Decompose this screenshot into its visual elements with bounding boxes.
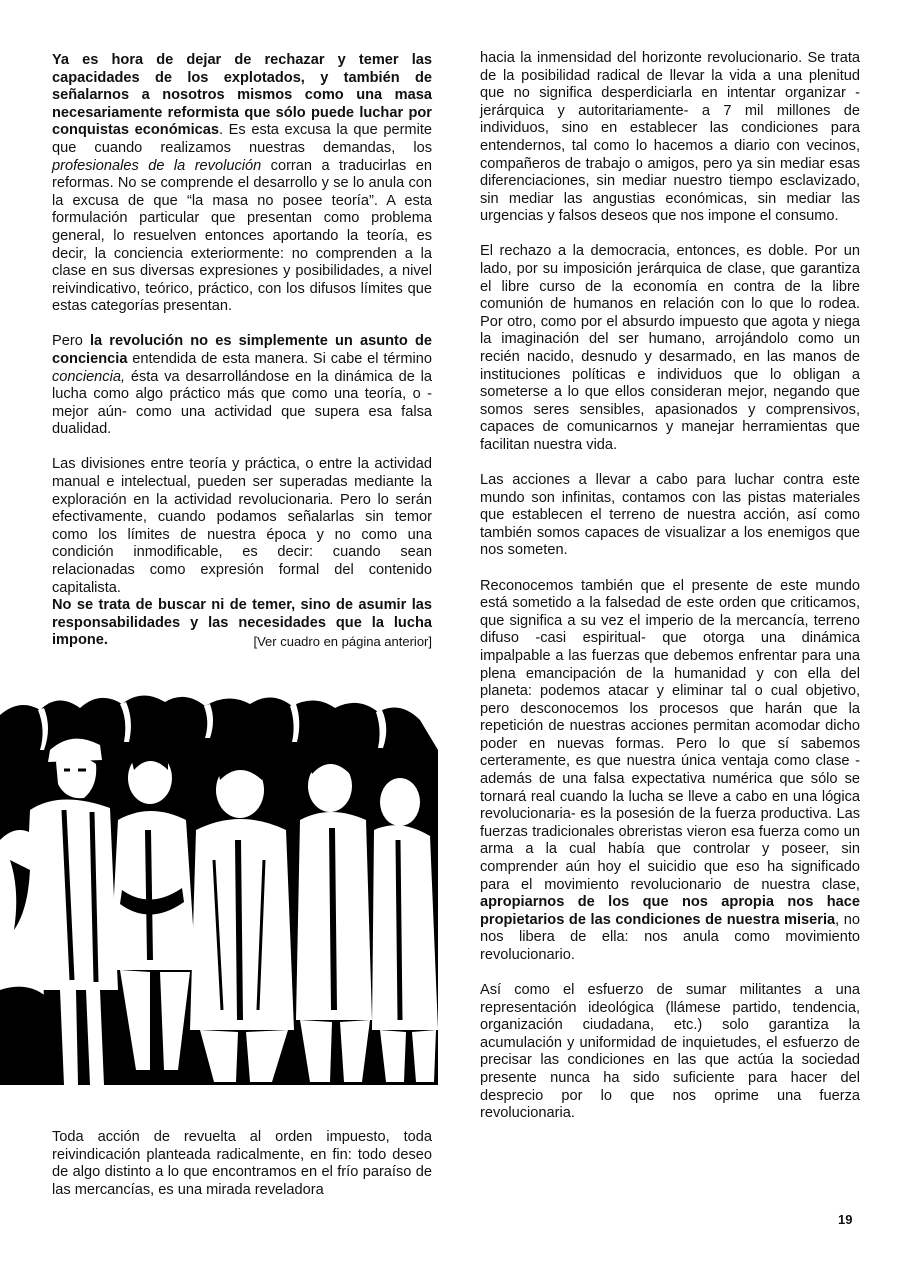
paragraph-1	[52, 52, 432, 316]
paragraph-2-text-b: entendida de esta manera. Si cabe el término	[127, 351, 432, 367]
cross-reference-note: [Ver cuadro en página anterior]	[253, 634, 432, 650]
paragraph-2-text-a: Pero	[52, 333, 90, 350]
right-paragraph-1: hacia la inmensidad del horizonte revolucionario. Se trata de la posibilidad radical de llevar la vida a una plenitud que no significa desperdiciarla en intentar organizar -jerárquica y autoritariamente- a 7 mil millones de individuos, sino en establecer las condiciones para entendernos, tal como lo hacemos a diario con vecinos, compañeros de trabajo o amigos, pero ya sin mediar esas diferenciaciones, sin mediar nuestro tiempo esclavizado, sin mediar las angustias económicas, sin mediar las urgencias y falsos deseos que nos impone el consumo.	[480, 50, 860, 225]
paragraph-4-bold: No se trata de buscar ni de temer, sino de asumir las responsabilidades y las necesidades que la lucha impone.	[52, 597, 432, 649]
left-column	[52, 52, 432, 668]
right-paragraph-4	[480, 578, 860, 965]
paragraph-2-bold: la revolución no es simplemente un asunto de conciencia	[52, 333, 432, 367]
paragraph-3: Las divisiones entre teoría y práctica, o entre la actividad manual e intelectual, pueden ser superadas mediante la exploración en la actividad revolucionaria. Pero lo serán efectivamente, cuando podamos señalarlas sin temor como los límites de nuestra época y no como una condición inmodificable, es decir: cuando sean relacionadas como expresión formal del contenido capitalista.	[52, 456, 432, 596]
paragraph-2	[52, 333, 432, 439]
paragraph-1-text-b: corran a traducirlas en reformas. No se comprende el desarrollo y se lo anula con la excusa de que “la masa no posee teoría”. A esta formulación particular que presentan como problema general, lo resuelven entonces aportando la teoría, es decir, la conciencia exteriormente: no comprenden a la clase en sus diversas expresiones y posibilidades, a nivel reivindicativo, teórico, práctico, con los difusos límites que estas categorías presentan.	[52, 157, 432, 315]
page-number: 19	[838, 1212, 853, 1227]
right-paragraph-5: Así como el esfuerzo de sumar militantes a una representación ideológica (llámese partido, tendencia, organización ciudadana, etc.) solo garantiza la acumulación y uniformidad de inquietudes, el esfuerzo de precisar las condiciones en las que actúa la sociedad presente nunca ha sido suficiente para hacer del desprecio por lo que nos oprime una fuerza revolucionaria.	[480, 982, 860, 1122]
paragraph-4	[52, 597, 432, 650]
right-paragraph-4-text-a: Reconocemos también que el presente de este mundo está sometido a la falsedad de este orden que criticamos, que significa a su vez el imperio de la mercancía, terreno difuso -casi espiritual- que otorga una dinámica impalpable a las fuerzas que debemos enfrentar para una plena emancipación de la humanidad y con ella del planeta: podemos atacar y eliminar tal o cual objetivo, pero desconocemos los procesos que harán que la repetición de nuestras acciones permitan acomodar dicho poder en nuevas formas. Pero lo que sí sabemos certeramente, es que nuestra única ventaja como clase -además de una falsa expectativa numérica que sólo se tornará real cuando la lucha se lleve a cabo en una lógica revolucionaria- es la posesión de la fuerza productiva. Las fuerzas tradicionales obreristas vieron esa fuerza como un arma a la cual había que controlar y poseer, sin comprender aún hoy el suicidio que eso ha significado para el movimiento revolucionario de nuestra clase,	[480, 577, 860, 893]
right-paragraph-2: El rechazo a la democracia, entonces, es doble. Por un lado, por su imposición jerárquica de clase, que garantiza el libre curso de la economía en contra de la libre comunión de humanos en relación con lo que lo rodea. Por otro, como por el absurdo impuesto que agota y niega la imaginación del ser humano, arrojándolo como un recién nacido, desnudo y desarmado, en las manos de instituciones políticas e individuos que lo obligan a someterse a lo que ellos consideran mejor, negando que somos seres sensibles, apasionados y comprensivos, capaces de comunicarnos y manejar herramientas que facilitan nuestra vida.	[480, 243, 860, 453]
paragraph-1-bold: Ya es hora de dejar de rechazar y temer las capacidades de los explotados, y también de señalarnos a nosotros mismos como una masa necesariamente reformista que sólo puede luchar por conquistas económicas	[52, 52, 432, 139]
right-paragraph-4-text-b: , no nos libera de ella: nos anula como movimiento revolucionario.	[480, 911, 860, 963]
paragraph-1-italic: profesionales de la revolución	[52, 157, 262, 174]
paragraph-5: Toda acción de revuelta al orden impuesto, toda reivindicación planteada radicalmente, en fin: todo deseo de algo distinto a lo que encontramos en el frío paraíso de las mercancías, es una mirada reveladora	[52, 1129, 432, 1198]
paragraph-2-text-c: ésta va desarrollándose en la dinámica de la lucha como algo práctico más que como una teoría, o -mejor aún- como una actividad que supera esa falsa dualidad.	[52, 368, 432, 438]
right-paragraph-4-bold: apropiarnos de los que nos apropia nos hace propietarios de las condiciones de nuestra miseria	[480, 894, 860, 928]
crowd-woodcut-illustration	[0, 690, 438, 1085]
right-column	[480, 50, 860, 1123]
left-column-bottom	[52, 1129, 432, 1199]
right-paragraph-3: Las acciones a llevar a cabo para luchar contra este mundo son infinitas, contamos con las pistas materiales que establecen el terreno de nuestra acción, así como también somos capaces de visualizar a los enemigos que nos someten.	[480, 472, 860, 559]
paragraph-1-text-a: . Es esta excusa la que permite que cuando realizamos nuestras demandas, los	[52, 122, 432, 156]
paragraph-2-italic: conciencia,	[52, 368, 126, 385]
